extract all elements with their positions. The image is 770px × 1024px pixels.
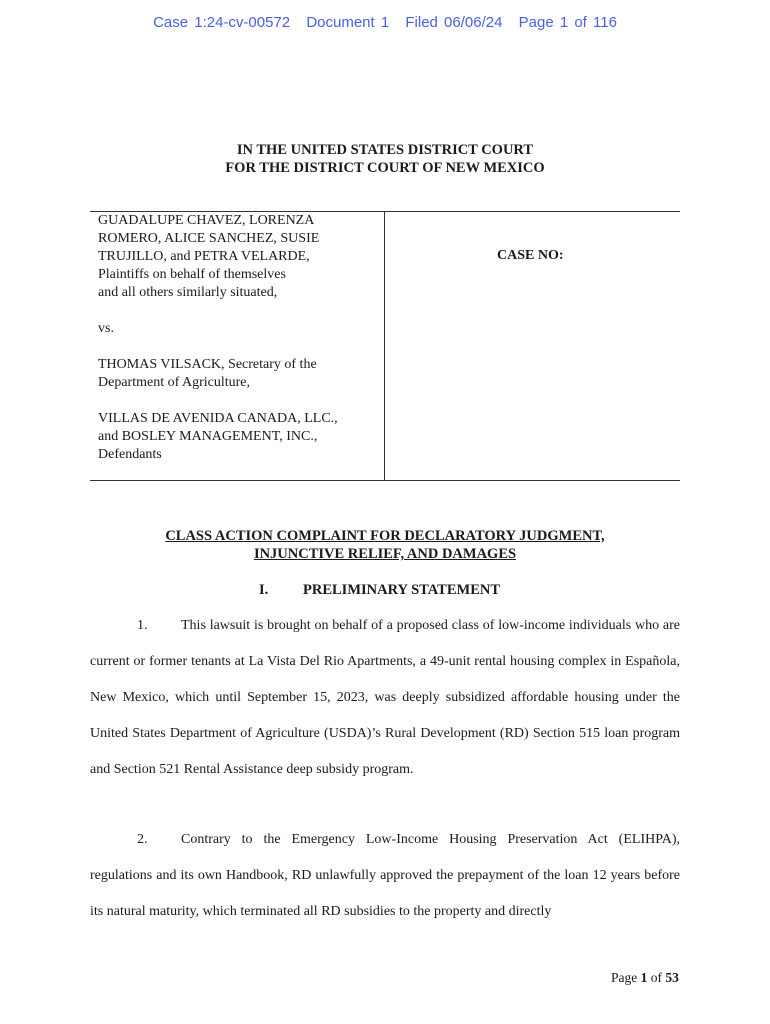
defendant-line: THOMAS VILSACK, Secretary of the <box>98 357 317 372</box>
footer-total-pages: 53 <box>665 970 679 985</box>
paragraph-number: 1. <box>137 618 148 633</box>
plaintiffs-line: ROMERO, ALICE SANCHEZ, SUSIE <box>98 231 320 246</box>
caption-divider <box>384 212 385 480</box>
court-heading-line-1: IN THE UNITED STATES DISTRICT COURT <box>236 142 534 158</box>
stamp-filed-date: Filed 06/06/24 <box>405 14 503 31</box>
paragraph-line: regulations and its own Handbook, RD unlawfully approved the prepayment of the loan 12 years <box>90 868 641 883</box>
stamp-page: Page 1 of 116 <box>518 14 617 31</box>
plaintiffs-line: and all others similarly situated, <box>98 285 278 300</box>
court-heading-line-2: FOR THE DISTRICT COURT OF NEW MEXICO <box>225 160 545 176</box>
case-caption-box <box>90 211 680 481</box>
versus-label: vs. <box>98 321 114 336</box>
paragraph-line: Development (RD) Section 515 loan program and Section 521 Rental Assistance deep subsidy <box>90 726 681 777</box>
paragraph-2 <box>90 822 680 930</box>
page-footer <box>611 970 679 986</box>
paragraph-line: Contrary to the Emergency Low-Income Housing Preservation Act (ELIHPA), <box>181 832 680 847</box>
section-title: PRELIMINARY STATEMENT <box>303 582 501 598</box>
section-heading <box>259 582 500 599</box>
caption-parties <box>98 212 383 464</box>
footer-of: of <box>650 970 662 985</box>
paragraph-1 <box>90 608 680 788</box>
defendant-line: VILLAS DE AVENIDA CANADA, LLC., <box>98 411 338 426</box>
defendant-line: and BOSLEY MANAGEMENT, INC., <box>98 429 318 444</box>
complaint-title-line-1: CLASS ACTION COMPLAINT FOR DECLARATORY JUDGMENT, <box>165 528 605 544</box>
paragraph-line: complex in Española, New Mexico, which until September 15, 2023, was deeply subsidized <box>90 654 681 705</box>
stamp-document: Document 1 <box>306 14 390 31</box>
paragraph-number: 2. <box>137 832 148 847</box>
court-heading <box>0 141 770 177</box>
footer-current-page: 1 <box>640 970 648 985</box>
defendant-line: Department of Agriculture, <box>98 375 251 390</box>
plaintiffs-line: GUADALUPE CHAVEZ, LORENZA <box>98 213 315 228</box>
paragraph-line: affordable housing under the United States Department of Agriculture (USDA)’s Rural <box>90 690 680 741</box>
defendant-line: Defendants <box>98 447 162 462</box>
paragraph-line: This lawsuit is brought on behalf of a proposed class of low-income individuals <box>181 618 632 633</box>
paragraph-line: who are current or former tenants at La Vista Del Rio Apartments, a 49-unit rental housing <box>90 618 681 669</box>
complaint-title-line-2: INJUNCTIVE RELIEF, AND DAMAGES <box>253 546 517 562</box>
paragraph-line: program. <box>362 762 414 777</box>
plaintiffs-line: TRUJILLO, and PETRA VELARDE, <box>98 249 310 264</box>
stamp-case-number: Case 1:24-cv-00572 <box>153 14 291 31</box>
paragraph-line: before its natural maturity, which terminated all RD subsidies to the property and directly <box>90 868 681 919</box>
ecf-header-stamp <box>0 14 770 31</box>
case-number-label: CASE NO: <box>497 248 564 263</box>
section-number: I. <box>259 582 269 598</box>
complaint-title <box>0 527 770 563</box>
footer-page-prefix: Page <box>611 970 638 985</box>
plaintiffs-line: Plaintiffs on behalf of themselves <box>98 267 286 282</box>
